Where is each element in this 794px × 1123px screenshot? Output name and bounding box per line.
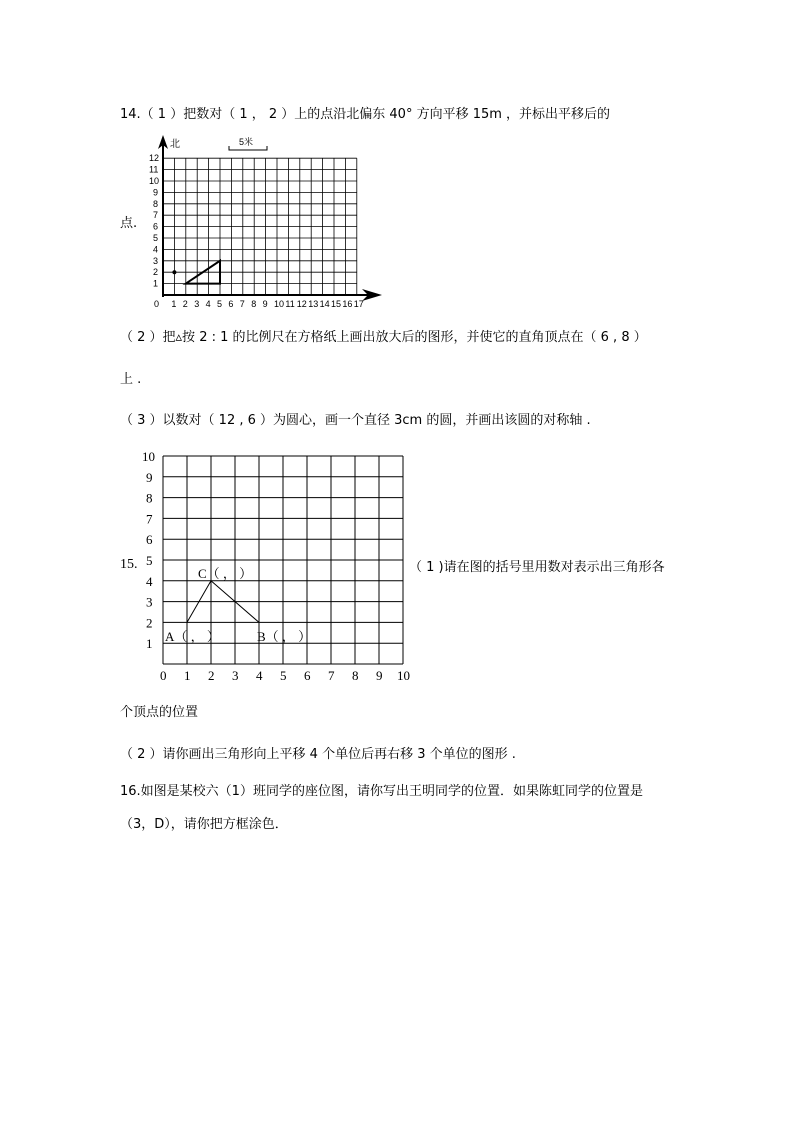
q15-line1: （ 1 )请在图的括号里用数对表示出三角形各 bbox=[409, 560, 665, 575]
q15-grid bbox=[142, 449, 410, 683]
q14-y-tick-label: 5 bbox=[153, 233, 159, 243]
q15-y-tick-label: 2 bbox=[146, 615, 153, 631]
q16-line2: （3，D），请你把方框涂色． bbox=[120, 817, 288, 832]
q14-scale-label: 5米 bbox=[239, 137, 254, 147]
q15-y-tick-label: 5 bbox=[146, 553, 153, 568]
q14-x-tick-label: 14 bbox=[319, 299, 330, 309]
q14-y-tick-label: 10 bbox=[149, 176, 160, 186]
q14-x-tick-label: 7 bbox=[239, 299, 245, 309]
q15-line1-end: 个顶点的位置 bbox=[120, 705, 199, 720]
q15-label-b: B（ ， ） bbox=[257, 629, 312, 644]
q15-grid-figure bbox=[140, 447, 410, 687]
q14-y-tick-label: 4 bbox=[153, 244, 159, 255]
q14-y-tick-label: 7 bbox=[153, 210, 159, 221]
q14-north-label: 北 bbox=[170, 139, 180, 150]
q15-x-tick-label: 10 bbox=[397, 668, 410, 683]
q15-x-tick-label: 3 bbox=[232, 668, 239, 683]
q14-line1: 14.（ 1 ）把数对（ 1 ， 2 ）上的点沿北偏东 40° 方向平移 15m ，并标出平移后的 bbox=[120, 107, 611, 122]
q14-x-tick-label: 12 bbox=[296, 299, 307, 309]
q15-y-tick-label: 4 bbox=[146, 573, 153, 589]
q15-label-c: C（ ， ） bbox=[198, 566, 253, 581]
q15-y-tick-label: 1 bbox=[146, 636, 153, 652]
q14-point bbox=[172, 270, 176, 274]
q14-x-tick-label: 8 bbox=[251, 299, 257, 309]
q14-x-tick-label: 10 bbox=[274, 299, 285, 309]
q14-x-tick-label: 3 bbox=[194, 299, 200, 309]
q15-y-tick-label: 8 bbox=[146, 490, 153, 506]
q14-grid bbox=[149, 153, 364, 309]
q15-x-tick-label: 9 bbox=[376, 668, 383, 683]
q15-x-tick-label: 6 bbox=[304, 668, 311, 683]
q14-x-tick-label: 4 bbox=[205, 299, 211, 309]
q15-x-tick-label: 7 bbox=[328, 668, 335, 683]
q15-y-tick-label: 9 bbox=[146, 469, 153, 485]
q15-x-tick-label: 2 bbox=[208, 668, 215, 683]
q15-x-tick-label: 4 bbox=[256, 668, 263, 683]
q15-x-tick-label: 5 bbox=[280, 668, 287, 683]
q14-line3: （ 3 ）以数对（ 12 , 6 ）为圆心，画一个直径 3cm 的圆，并画出该圆的对称轴 . bbox=[120, 413, 591, 428]
q14-x-tick-label: 6 bbox=[228, 299, 234, 309]
q14-x-tick-label: 15 bbox=[331, 299, 342, 309]
q15-number: 15. bbox=[120, 557, 138, 572]
q14-x-tick-label: 17 bbox=[353, 299, 364, 309]
q14-y-tick-label: 6 bbox=[153, 221, 159, 232]
q14-x-tick-label: 2 bbox=[182, 299, 188, 309]
q15-line2: （ 2 ）请你画出三角形向上平移 4 个单位后再右移 3 个单位的图形 . bbox=[120, 747, 516, 762]
q14-y-tick-label: 12 bbox=[149, 153, 160, 164]
q15-x-tick-label: 0 bbox=[160, 668, 167, 683]
q14-line1-end: 点. bbox=[120, 216, 138, 231]
q16-line1: 16.如图是某校六（1）班同学的座位图，请你写出王明同学的位置．如果陈虹同学的位置是 bbox=[120, 784, 643, 799]
q15-y-tick-label: 7 bbox=[146, 511, 153, 527]
q14-y-tick-label: 1 bbox=[153, 278, 159, 289]
q15-label-a: A（ ， ） bbox=[165, 629, 220, 644]
q14-y-tick-label: 8 bbox=[153, 198, 159, 209]
q14-x-tick-label: 13 bbox=[308, 299, 319, 309]
q14-y-tick-label: 11 bbox=[149, 164, 159, 175]
q14-y-tick-label: 3 bbox=[153, 255, 159, 266]
q14-x-tick-label: 11 bbox=[285, 299, 295, 309]
q15-y-tick-label: 10 bbox=[142, 449, 155, 464]
q15-y-tick-label: 6 bbox=[146, 532, 153, 548]
q14-grid-figure bbox=[148, 135, 388, 311]
q14-x-tick-label: 9 bbox=[262, 299, 268, 309]
q14-x-tick-label: 1 bbox=[171, 299, 177, 309]
q14-y-tick-label: 9 bbox=[153, 187, 159, 198]
q14-y-tick-label: 2 bbox=[153, 267, 159, 278]
q15-x-tick-label: 8 bbox=[352, 668, 359, 683]
q14-x-tick-label: 16 bbox=[342, 299, 353, 309]
q14-line2-end: 上 . bbox=[120, 372, 142, 387]
q15-y-tick-label: 3 bbox=[146, 594, 153, 610]
q14-x-tick-label: 5 bbox=[217, 299, 223, 309]
q14-x-tick-label: 0 bbox=[154, 299, 160, 309]
q14-line2: （ 2 ）把▵按 2 : 1 的比例尺在方格纸上画出放大后的图形，并使它的直角顶点在（ 6 , 8 ） bbox=[120, 330, 647, 345]
q15-x-tick-label: 1 bbox=[184, 668, 191, 683]
